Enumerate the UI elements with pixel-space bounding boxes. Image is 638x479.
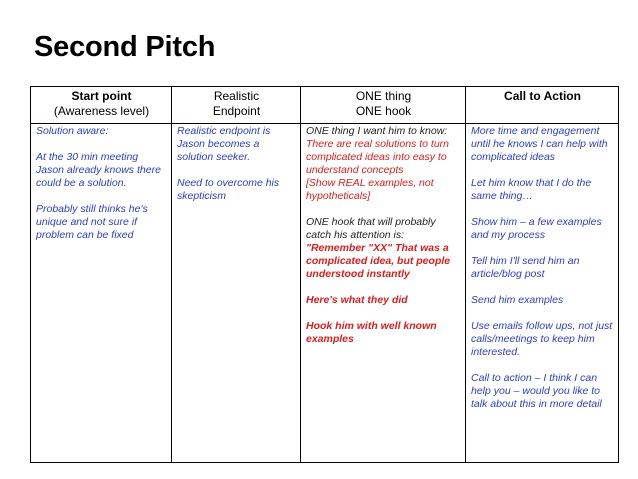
cta-p5: Send him examples [471,294,564,306]
endpoint-p1: Realistic endpoint is Jason becomes a solution seeker. [177,125,271,163]
cta-p3: Show him – a few examples and my process [471,216,602,241]
one-hook-line3: Hook him with well known examples [306,320,437,345]
one-thing-message: There are real solutions to turn complicated ideas into easy to understand concepts [306,138,449,176]
start-point-p2: At the 30 min meeting Jason already knows there could be a solution. [36,151,161,189]
header-row [31,87,619,124]
header-endpoint [172,87,301,124]
header-endpoint-line2: Endpoint [212,104,261,118]
header-start-point-subtitle: (Awareness level) [53,104,150,118]
header-start-point [31,87,172,124]
endpoint-p2: Need to overcome his skepticism [177,177,280,202]
cell-one-thing [301,124,466,463]
header-one-thing-line2: ONE hook [355,104,412,118]
cta-p6: Use emails follow ups, not just calls/meetings to keep him interested. [471,320,613,358]
cta-p4: Tell him I'll send him an article/blog post [471,255,580,280]
one-thing-text [306,125,461,177]
one-hook-line1: "Remember "XX" That was a complicated idea, but people understood instantly [306,242,451,280]
cta-p1: More time and engagement until he knows I can help with complicated ideas [471,125,608,163]
cell-call-to-action [466,124,619,463]
start-point-p3: Probably still thinks he's unique and not sure if problem can be fixed [36,203,148,241]
header-call-to-action [466,87,619,124]
header-start-point-title: Start point [71,89,132,103]
header-one-thing-line1: ONE thing [355,89,412,103]
header-call-to-action-title: Call to Action [504,89,581,103]
content-row [31,124,619,463]
start-point-p1: Solution aware: [36,125,109,137]
one-hook-line2: Here's what they did [306,294,408,306]
cta-p7: Call to action – I think I can help you – would you like to talk about this in more detail [471,372,602,410]
header-endpoint-line1: Realistic [213,89,260,103]
page-title: Second Pitch [34,31,216,63]
cell-endpoint [172,124,301,463]
one-hook-intro: ONE hook that will probably catch his attention is: [306,216,436,241]
one-thing-note: [Show REAL examples, not hypotheticals] [306,177,434,202]
header-one-thing [301,87,466,124]
pitch-table [30,86,619,463]
cta-p2: Let him know that I do the same thing… [471,177,592,202]
cell-start-point [31,124,172,463]
one-thing-intro: ONE thing I want him to know: [306,125,448,137]
